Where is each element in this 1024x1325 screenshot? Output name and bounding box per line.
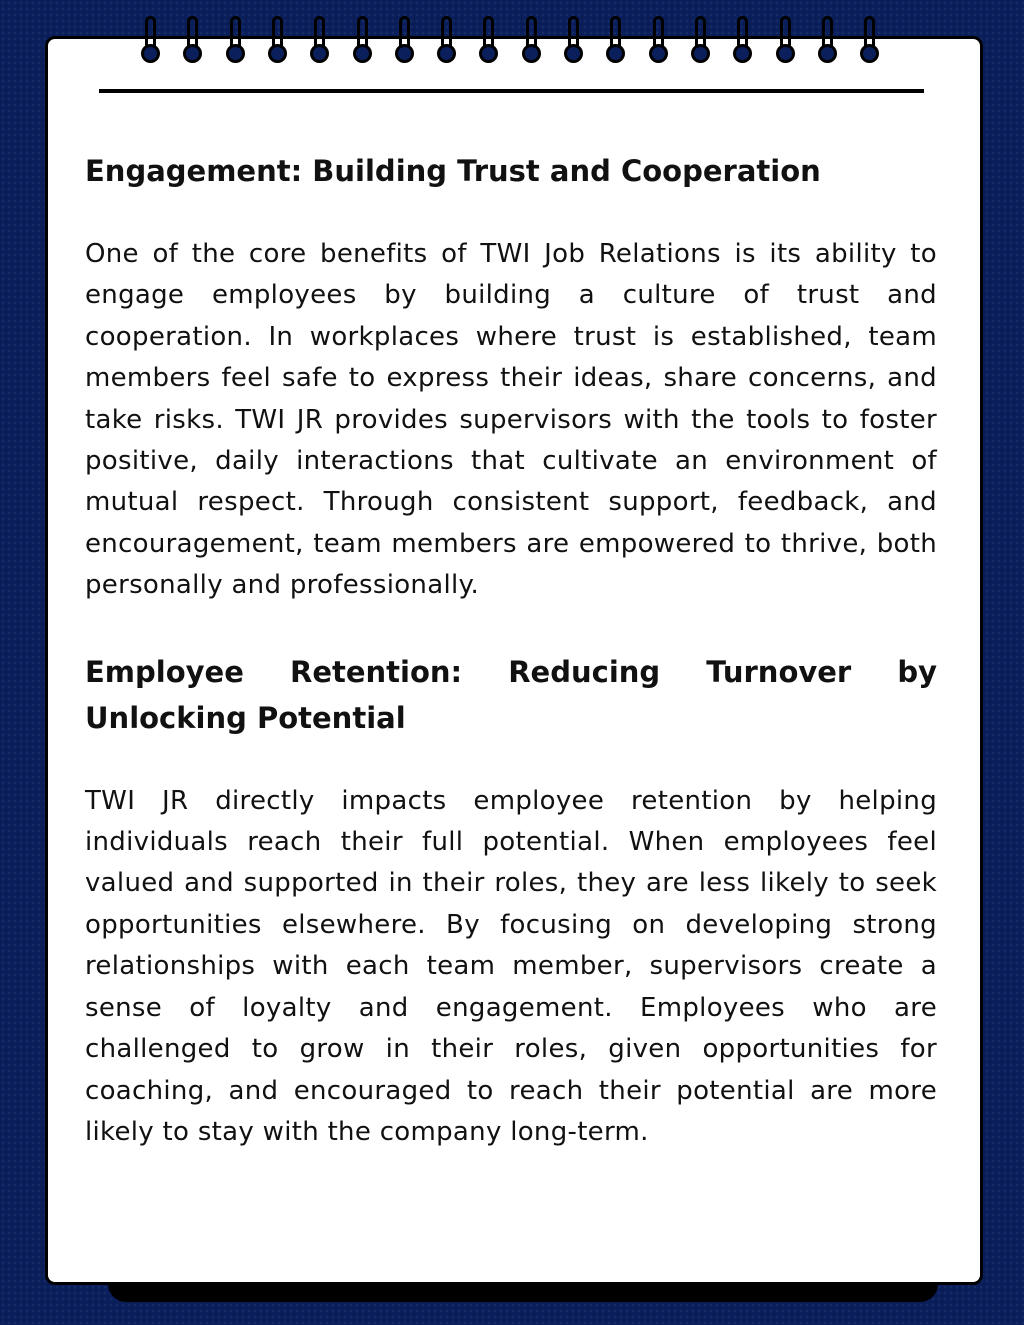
section-heading-engagement: Engagement: Building Trust and Cooperation (85, 154, 821, 188)
notebook-ring-icon (522, 16, 542, 68)
notebook-ring-icon (479, 16, 499, 68)
notebook-ring-icon (606, 16, 626, 68)
notebook-ring-icon (268, 16, 288, 68)
section-body-engagement: One of the core benefits of TWI Job Relations is its ability to engage employees by building a culture of trust and cooperation. In workplaces where trust is established, team members feel safe to express their ideas, share concerns, and take risks. TWI JR provides supervisors with the tools to foster positive, daily interactions that cultivate an environment of mutual respect. Through consistent support, feedback, and encouragement, team members are empowered to thrive, both personally and professionally. (85, 239, 937, 601)
notebook-ring-icon (733, 16, 753, 68)
notebook-ring-icon (564, 16, 584, 68)
page-content (85, 148, 937, 1153)
top-divider (99, 89, 924, 93)
notebook-ring-icon (353, 16, 373, 68)
notebook-ring-icon (437, 16, 457, 68)
notebook-binding (0, 16, 1024, 68)
notebook-ring-icon (395, 16, 415, 68)
section-heading-retention: Employee Retention: Reducing Turnover by Unlocking Potential (85, 654, 937, 735)
notebook-ring-icon (860, 16, 880, 68)
notebook-ring-icon (776, 16, 796, 68)
notebook-ring-icon (649, 16, 669, 68)
section-body-retention: TWI JR directly impacts employee retention by helping individuals reach their full potential. When employees feel valued and supported in their roles, they are less likely to seek opportunities elsewhere. By focusing on developing strong relationships with each team member, supervisors create a sense of loyalty and engagement. Employees who are challenged to grow in their roles, given opportunities for coaching, and encouraged to reach their potential are more likely to stay with the company long-term. (85, 785, 937, 1147)
notebook-ring-icon (818, 16, 838, 68)
notebook-ring-icon (310, 16, 330, 68)
notebook-ring-icon (141, 16, 161, 68)
notebook-ring-icon (183, 16, 203, 68)
notebook-ring-icon (226, 16, 246, 68)
notebook-ring-icon (691, 16, 711, 68)
